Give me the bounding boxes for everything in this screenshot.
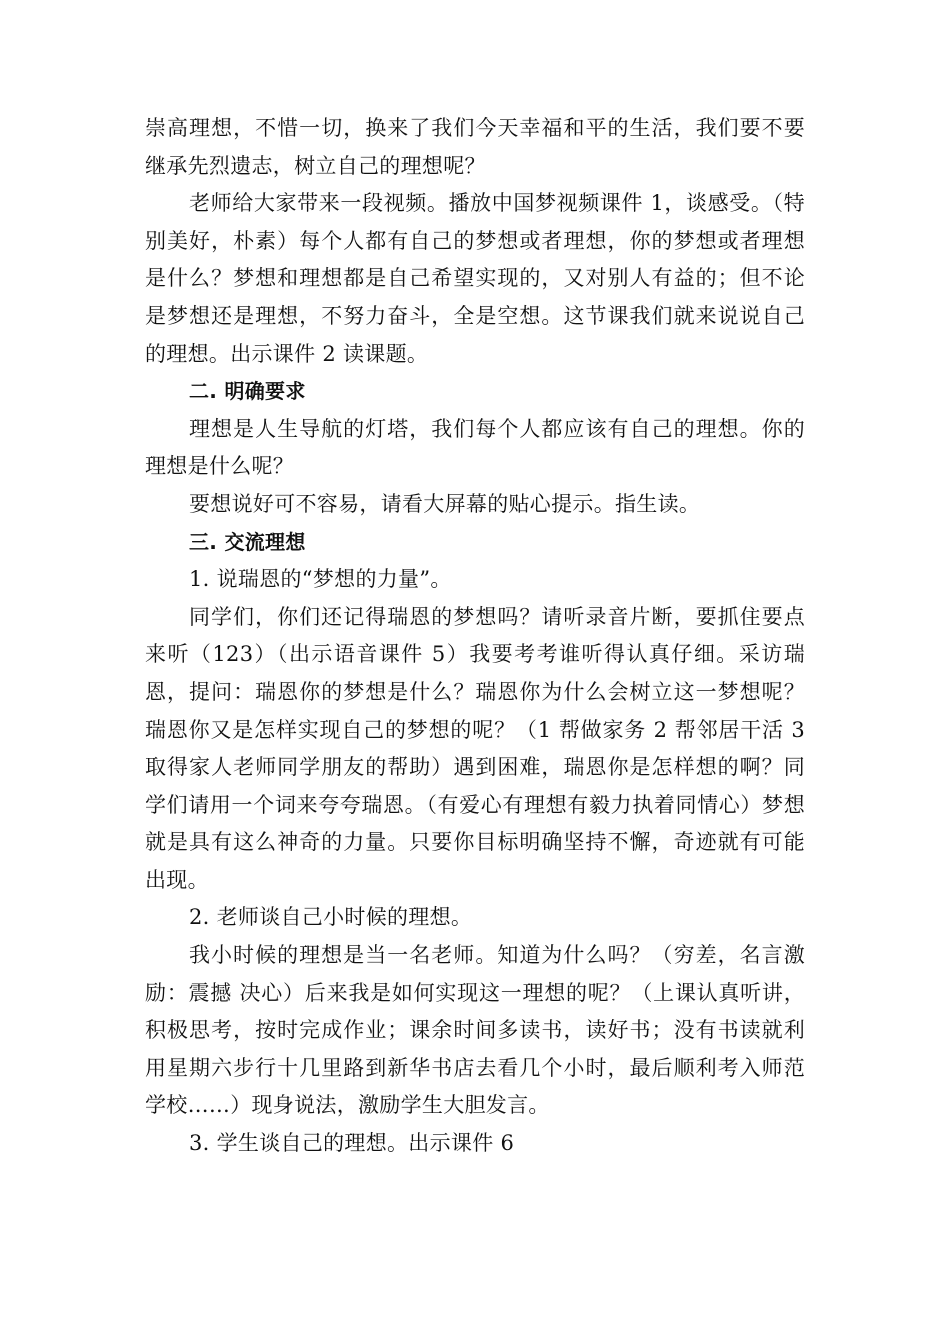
paragraph-ideal-lighthouse: 理想是人生导航的灯塔，我们每个人都应该有自己的理想。你的理想是什么呢？: [145, 416, 805, 479]
document-body: [145, 110, 805, 1163]
paragraph-intro-continued: 崇高理想，不惜一切，换来了我们今天幸福和平的生活，我们要不要继承先烈遗志，树立自己的理想呢？: [145, 116, 805, 178]
list-item-teacher-ideal: 2. 老师谈自己小时候的理想。: [189, 905, 473, 930]
paragraph-ryan-story: 同学们，你们还记得瑞恩的梦想吗？请听录音片断，要抓住要点来听（123）（出示语音课件 5）我要考考谁听得认真仔细。采访瑞恩，提问：瑞恩你的梦想是什么？瑞恩你为什么会树立这一梦想呢？瑞恩你又是怎样实现自己的梦想的呢？（1 帮做家务 2 帮邻居干活 3 取得家人老师同学朋友的帮助）遇到困难，瑞恩你是怎样想的啊？同学们请用一个词来夸夸瑞恩。（有爱心有理想有毅力执着同情心）梦想就是具有这么神奇的力量。只要你目标明确坚持不懈，奇迹就有可能出现。: [145, 604, 805, 892]
paragraph-teacher-story: 我小时候的理想是当一名老师。知道为什么吗？（穷差，名言激励：震撼 决心）后来我是如何实现这一理想的呢？（上课认真听讲，积极思考，按时完成作业；课余时间多读书，读好书；没有书读就利用星期六步行十几里路到新华书店去看几个小时，最后顺利考入师范学校……）现身说法，激励学生大胆发言。: [145, 943, 805, 1118]
list-item-ryan-dream: 1. 说瑞恩的“梦想的力量”。: [189, 567, 452, 592]
section-heading-exchange: 三. 交流理想: [189, 529, 306, 554]
list-item-student-ideal: 3. 学生谈自己的理想。出示课件 6: [189, 1131, 515, 1156]
paragraph-video-intro: 老师给大家带来一段视频。播放中国梦视频课件 1，谈感受。（特别美好，朴素）每个人都有自己的梦想或者理想，你的梦想或者理想是什么？梦想和理想都是自己希望实现的，又对别人有益的；但不论是梦想还是理想，不努力奋斗，全是空想。这节课我们就来说说自己的理想。出示课件 2 读课题。: [145, 191, 805, 366]
paragraph-screen-tips: 要想说好可不容易，请看大屏幕的贴心提示。指生读。: [189, 491, 701, 516]
section-heading-requirements: 二. 明确要求: [189, 379, 306, 404]
